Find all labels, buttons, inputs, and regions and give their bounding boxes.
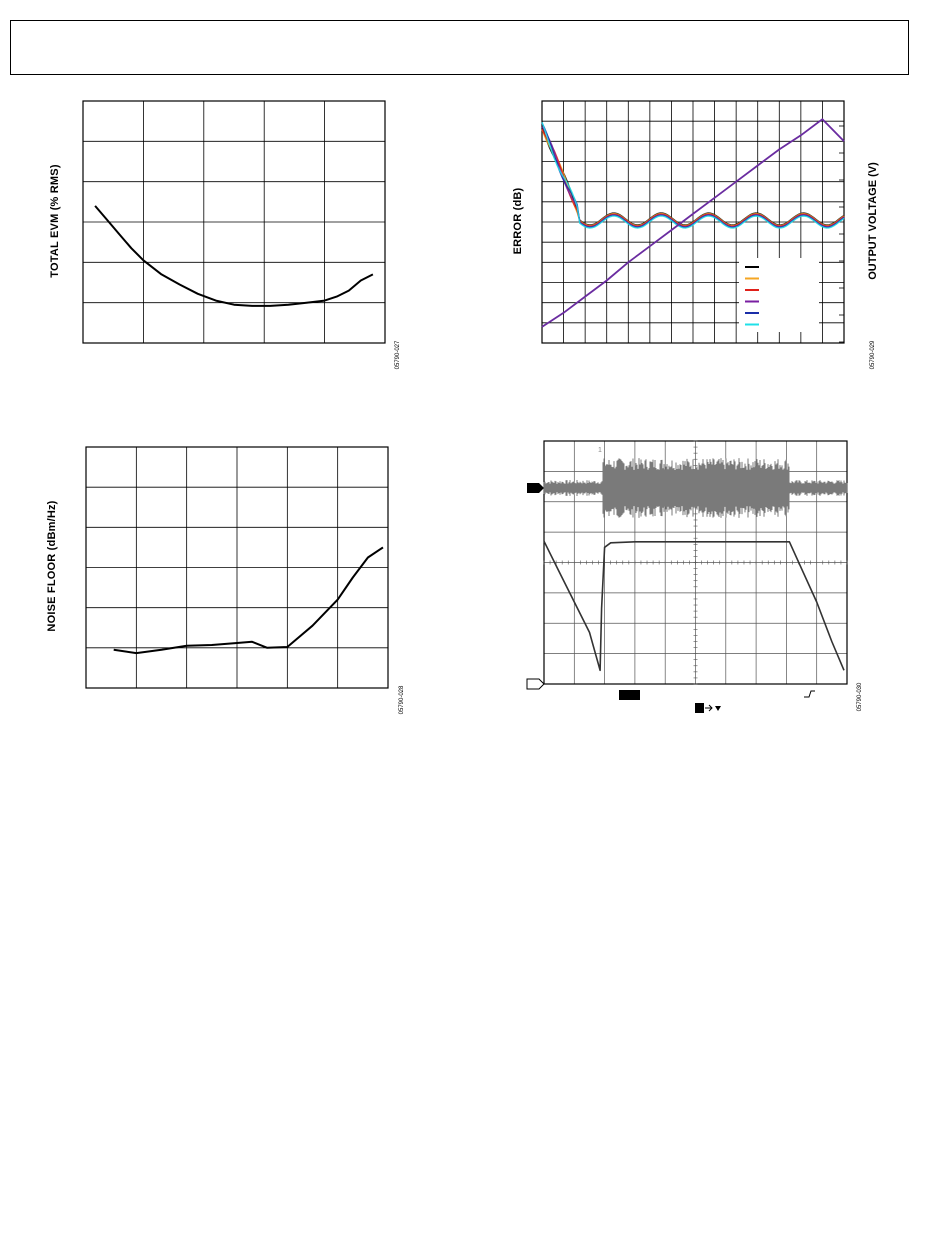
noise-y-axis-label: NOISE FLOOR (dBm/Hz) (46, 500, 58, 632)
error-legend-box (739, 258, 819, 332)
scope-arrow-icon (705, 705, 712, 711)
scope-figure-id: 05790-030 (857, 682, 863, 712)
error-y-axis-label: ERROR (dB) (512, 187, 524, 255)
scope-channel1-marker (527, 483, 544, 493)
scope-channel2-marker (527, 679, 544, 689)
error-y2-axis-label: OUTPUT VOLTAGE (V) (867, 162, 879, 280)
scope-series-line-0 (544, 541, 844, 670)
scope-trigger-label: 1 (598, 447, 602, 454)
noise-figure-id: 05790-028 (399, 685, 405, 715)
error-legend (739, 258, 819, 332)
scope-trigger-edge-icon (804, 691, 815, 697)
error-figure-id: 05790-029 (870, 340, 876, 370)
scope-down-triangle-icon (715, 706, 721, 711)
evm-figure-id: 05790-027 (395, 340, 401, 370)
evm-y-axis-label: TOTAL EVM (% RMS) (49, 164, 61, 278)
evm-grid (83, 101, 385, 343)
noise-series-line-0 (114, 547, 383, 653)
evm-series-line-0 (95, 206, 373, 306)
scope-scale-indicator (619, 690, 640, 700)
scope-timebase-indicator (695, 703, 704, 713)
